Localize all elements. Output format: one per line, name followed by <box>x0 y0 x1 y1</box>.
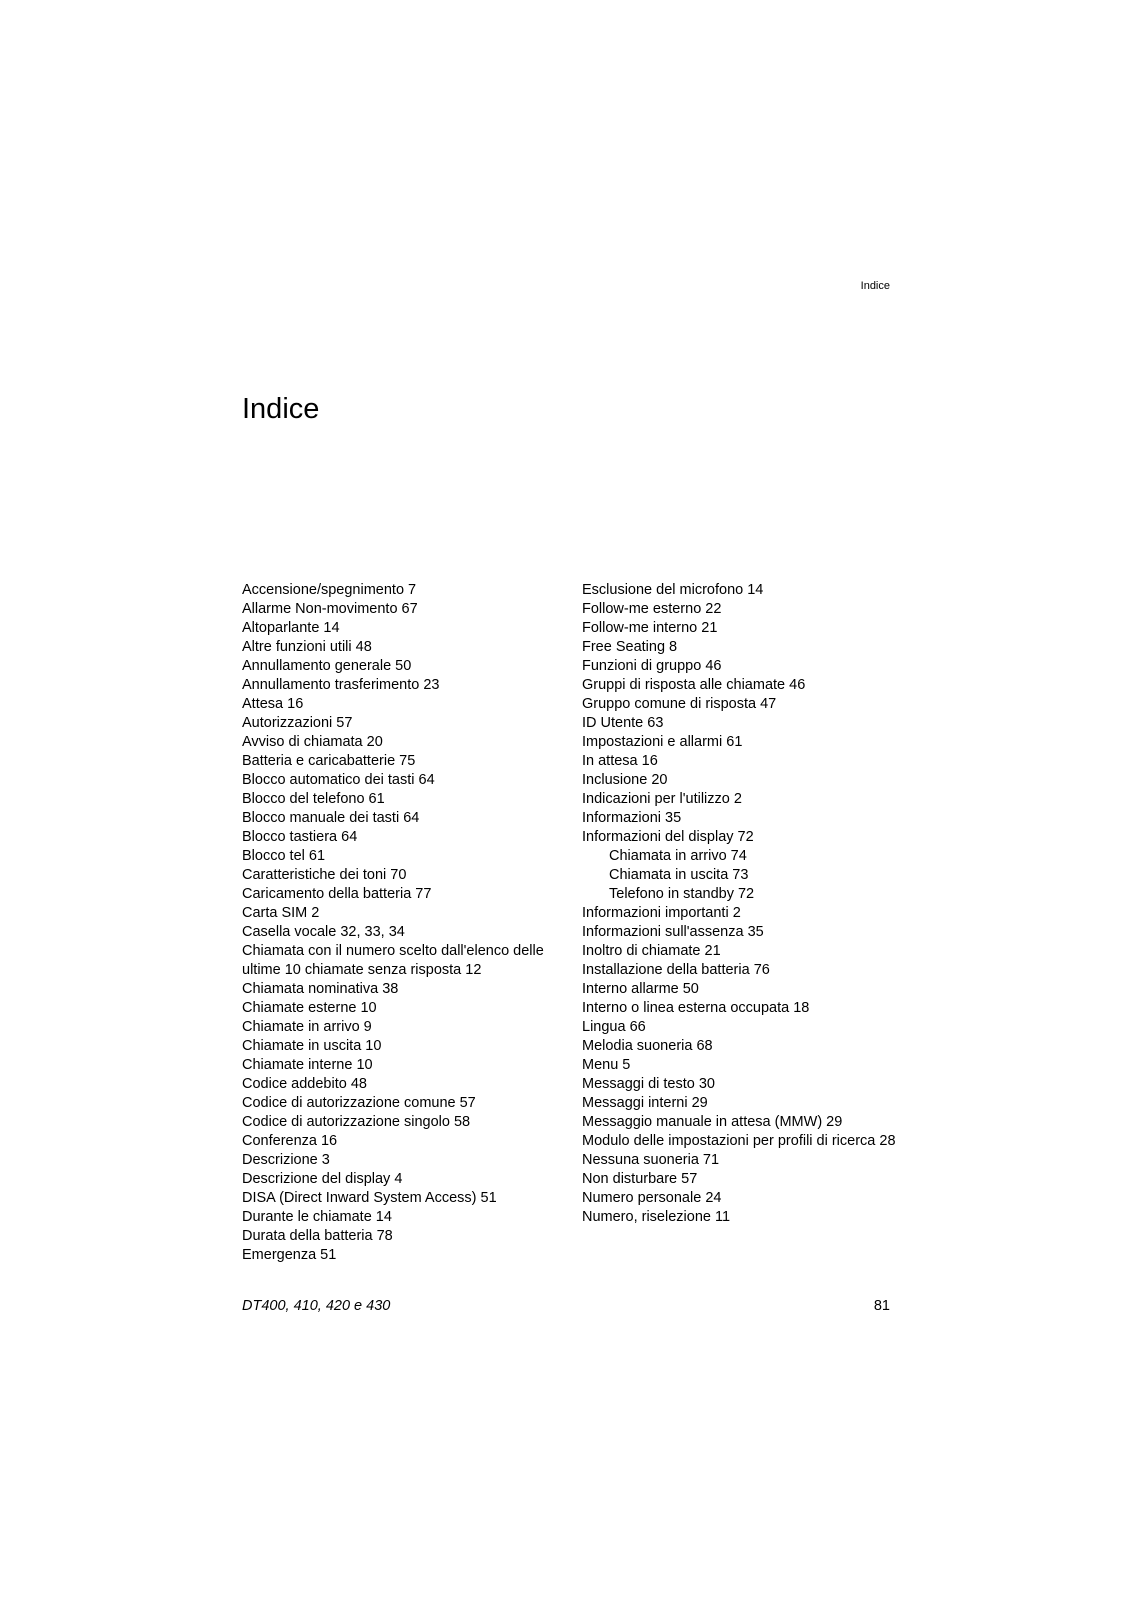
index-entry: Informazioni 35 <box>582 810 682 826</box>
index-entry: Indicazioni per l'utilizzo 2 <box>582 791 742 807</box>
index-entry: Menu 5 <box>582 1057 631 1073</box>
index-entry: Conferenza 16 <box>242 1133 338 1149</box>
index-entry: Follow-me interno 21 <box>582 620 718 636</box>
index-entry: Informazioni sull'assenza 35 <box>582 924 764 940</box>
index-entry: Free Seating 8 <box>582 639 678 655</box>
index-entry: Allarme Non-movimento 67 <box>242 601 418 617</box>
index-subentry: Chiamata in arrivo 74 <box>609 848 747 864</box>
index-entry: Gruppi di risposta alle chiamate 46 <box>582 677 806 693</box>
index-entry: Descrizione 3 <box>242 1152 330 1168</box>
index-entry: Interno o linea esterna occupata 18 <box>582 1000 810 1016</box>
index-column-left <box>242 581 552 1265</box>
index-entry: Chiamate interne 10 <box>242 1057 373 1073</box>
index-entry: Informazioni del display 72 <box>582 829 754 845</box>
index-entry: Accensione/spegnimento 7 <box>242 582 417 598</box>
index-entry: Inclusione 20 <box>582 772 668 788</box>
index-entry: Messaggi interni 29 <box>582 1095 708 1111</box>
index-entry: Codice addebito 48 <box>242 1076 367 1092</box>
index-entry: Altre funzioni utili 48 <box>242 639 372 655</box>
index-entry: Batteria e caricabatterie 75 <box>242 753 416 769</box>
index-entry: Numero, riselezione 11 <box>582 1209 731 1225</box>
index-subentry: Chiamata in uscita 73 <box>609 867 749 883</box>
index-entry: Durata della batteria 78 <box>242 1228 393 1244</box>
index-entry: Non disturbare 57 <box>582 1171 698 1187</box>
index-entry: Gruppo comune di risposta 47 <box>582 696 777 712</box>
index-entry: Durante le chiamate 14 <box>242 1209 392 1225</box>
index-entry: Casella vocale 32, 33, 34 <box>242 924 405 940</box>
index-entry: Annullamento generale 50 <box>242 658 412 674</box>
index-entry: Caratteristiche dei toni 70 <box>242 867 407 883</box>
index-entry: Melodia suoneria 68 <box>582 1038 713 1054</box>
index-entry: Funzioni di gruppo 46 <box>582 658 722 674</box>
index-entry: Caricamento della batteria 77 <box>242 886 432 902</box>
index-entry: Attesa 16 <box>242 696 304 712</box>
index-entry: Chiamata con il numero scelto dall'elenco delle ultime 10 chiamate senza risposta 12 <box>242 943 544 978</box>
index-entry: In attesa 16 <box>582 753 658 769</box>
page-title: Indice <box>242 393 320 425</box>
index-entry: Blocco manuale dei tasti 64 <box>242 810 420 826</box>
index-subentry: Telefono in standby 72 <box>609 886 755 902</box>
page-number: 81 <box>873 1298 890 1314</box>
index-entry: Chiamate in arrivo 9 <box>242 1019 372 1035</box>
index-entry: Carta SIM 2 <box>242 905 320 921</box>
index-entry: Chiamata nominativa 38 <box>242 981 399 997</box>
index-entry: Emergenza 51 <box>242 1247 337 1263</box>
index-entry: Follow-me esterno 22 <box>582 601 722 617</box>
index-entry: Blocco del telefono 61 <box>242 791 385 807</box>
index-entry: Messaggio manuale in attesa (MMW) 29 <box>582 1114 843 1130</box>
index-entry: Blocco automatico dei tasti 64 <box>242 772 435 788</box>
index-entry: Avviso di chiamata 20 <box>242 734 383 750</box>
index-entry: Informazioni importanti 2 <box>582 905 741 921</box>
running-header: Indice <box>860 280 890 292</box>
index-entry: Altoparlante 14 <box>242 620 340 636</box>
index-entry: Descrizione del display 4 <box>242 1171 403 1187</box>
index-entry: Esclusione del microfono 14 <box>582 582 764 598</box>
index-entry: ID Utente 63 <box>582 715 664 731</box>
index-entry: Annullamento trasferimento 23 <box>242 677 440 693</box>
index-entry: Chiamate in uscita 10 <box>242 1038 382 1054</box>
index-entry: Chiamate esterne 10 <box>242 1000 377 1016</box>
index-entry: Numero personale 24 <box>582 1190 722 1206</box>
index-entry: Codice di autorizzazione comune 57 <box>242 1095 476 1111</box>
footer-product-title: DT400, 410, 420 e 430 <box>242 1298 391 1314</box>
index-entry: Installazione della batteria 76 <box>582 962 770 978</box>
index-entry: Blocco tel 61 <box>242 848 326 864</box>
index-entry: Inoltro di chiamate 21 <box>582 943 721 959</box>
index-entry: Nessuna suoneria 71 <box>582 1152 720 1168</box>
index-entry: Modulo delle impostazioni per profili di ricerca 28 <box>582 1133 896 1149</box>
index-entry: Messaggi di testo 30 <box>582 1076 715 1092</box>
index-entry: Codice di autorizzazione singolo 58 <box>242 1114 471 1130</box>
index-entry: Interno allarme 50 <box>582 981 699 997</box>
index-entry: DISA (Direct Inward System Access) 51 <box>242 1190 497 1206</box>
index-column-right <box>582 581 902 1227</box>
index-entry: Autorizzazioni 57 <box>242 715 353 731</box>
index-entry: Impostazioni e allarmi 61 <box>582 734 743 750</box>
index-entry: Lingua 66 <box>582 1019 646 1035</box>
index-entry: Blocco tastiera 64 <box>242 829 358 845</box>
